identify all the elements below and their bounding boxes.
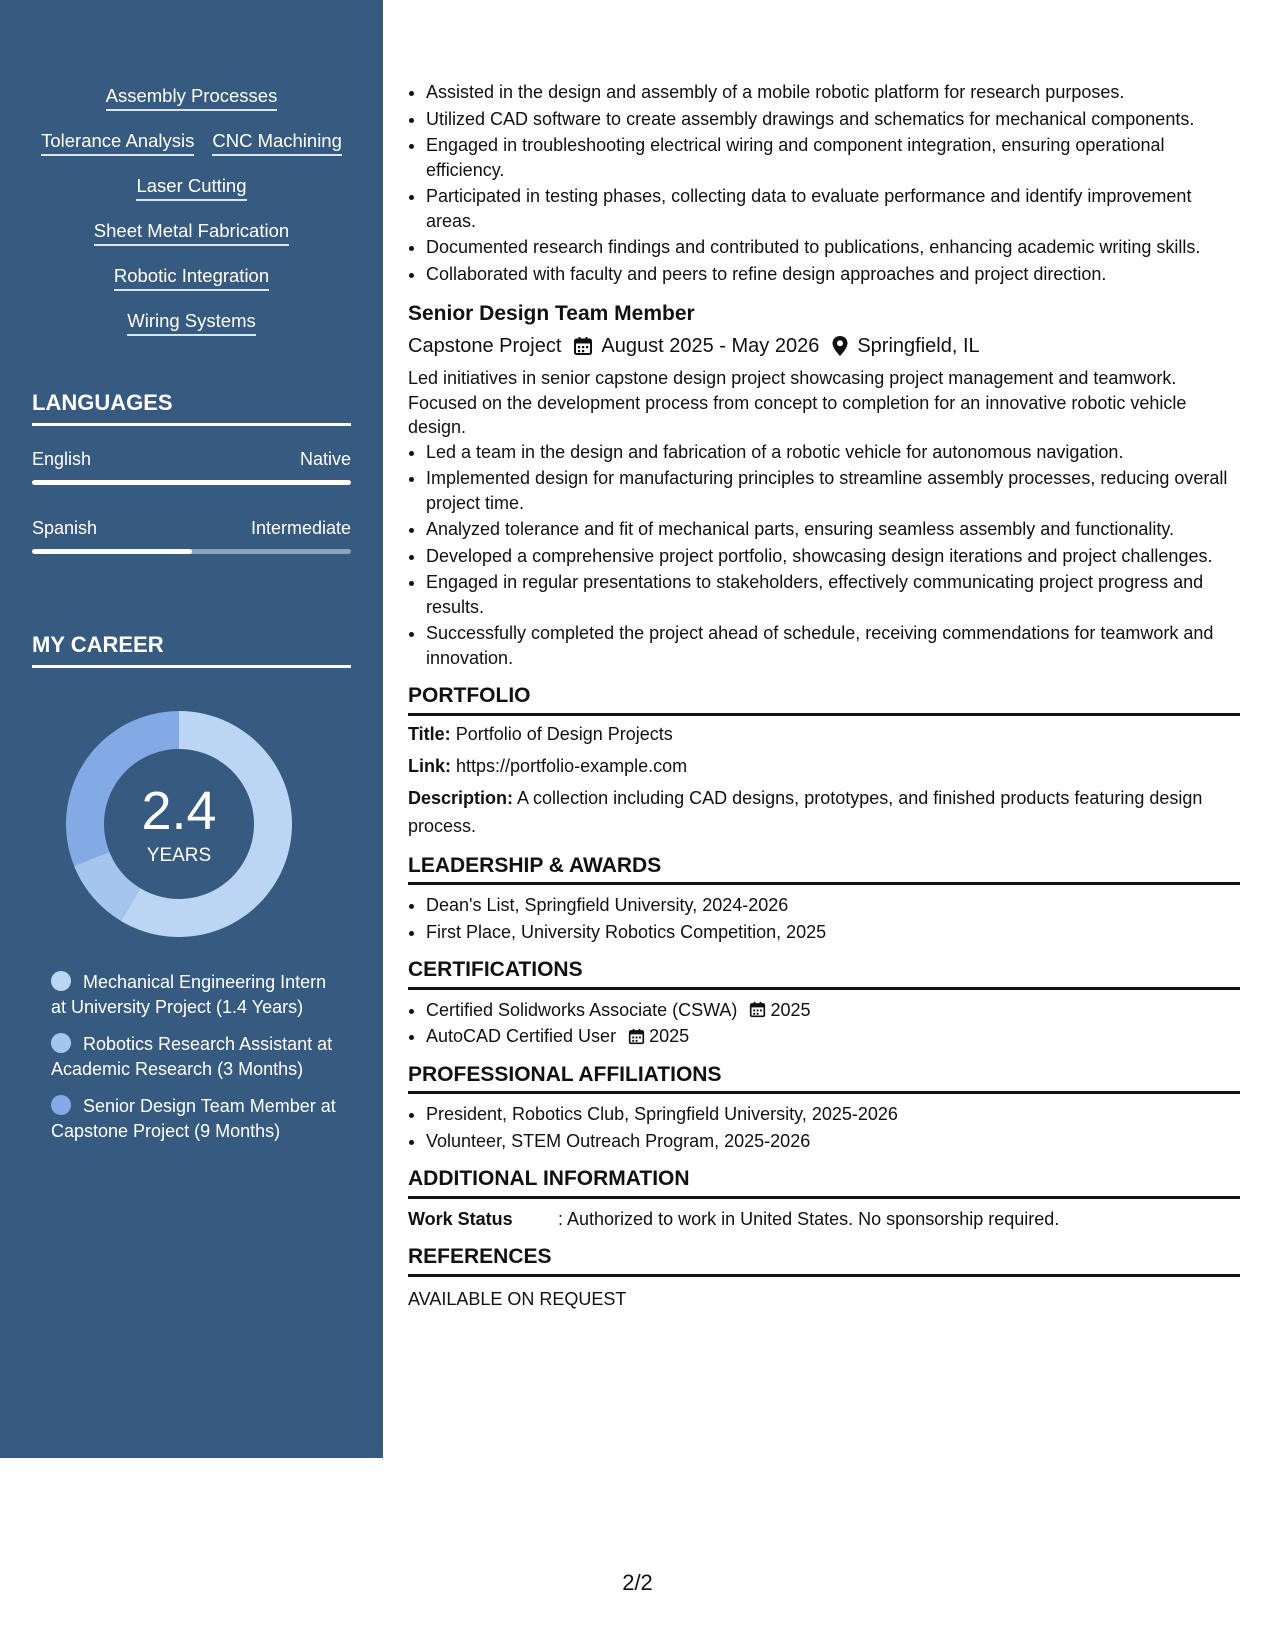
- skill-row: [0, 219, 383, 264]
- skill-tag: Assembly Processes: [106, 84, 278, 111]
- bullet-item: • Collaborated with faculty and peers to refine design approaches and project direction.: [426, 262, 1240, 287]
- skill-tag: Tolerance Analysis: [41, 129, 194, 156]
- language-name: English: [32, 449, 92, 469]
- work-status-row: [408, 1207, 1240, 1232]
- legend-dot-icon: [51, 971, 71, 991]
- skill-row: [0, 174, 383, 219]
- career-donut-chart: [66, 711, 292, 937]
- portfolio-heading: PORTFOLIO: [408, 684, 1240, 716]
- languages-heading: LANGUAGES: [32, 390, 351, 426]
- previous-job-bullets: [408, 80, 1240, 286]
- leadership-list: [408, 893, 1240, 944]
- language-english: [32, 449, 351, 485]
- skill-tag: Sheet Metal Fabrication: [94, 219, 289, 246]
- bullet-item: • Utilized CAD software to create assembly drawings and schematics for mechanical components.: [426, 107, 1240, 132]
- job-title: Senior Design Team Member: [408, 302, 695, 325]
- leadership-heading: LEADERSHIP & AWARDS: [408, 854, 1240, 886]
- job-summary: Led initiatives in senior capstone design project showcasing project management and teamwork. Focused on the development process from concept to completion for an innovative robotic vehicle design.: [408, 368, 1187, 437]
- bullet-item: • Assisted in the design and assembly of a mobile robotic platform for research purposes.: [426, 80, 1240, 105]
- portfolio-link: Link: https://portfolio-example.com: [408, 755, 688, 776]
- certification-item: • Certified Solidworks Associate (CSWA) 2025: [426, 998, 1240, 1023]
- skills-list: [0, 84, 383, 354]
- career-legend-item: [51, 1094, 341, 1143]
- portfolio-description: Description: A collection including CAD designs, prototypes, and finished products featuring design process.: [408, 787, 1203, 836]
- work-status-label: Work Status: [408, 1208, 513, 1229]
- job-location: Springfield, IL: [857, 335, 980, 357]
- skill-row: [0, 129, 383, 174]
- additional-info-heading: ADDITIONAL INFORMATION: [408, 1167, 1240, 1199]
- bullet-item: • Participated in testing phases, collecting data to evaluate performance and identify improvement areas.: [426, 184, 1240, 233]
- skill-row: [0, 264, 383, 309]
- references-text: AVAILABLE ON REQUEST: [408, 1288, 627, 1309]
- bullet-item: • Documented research findings and contributed to publications, enhancing academic writing skills.: [426, 235, 1240, 260]
- page-number: 2/2: [622, 1570, 653, 1595]
- career-legend-text: Senior Design Team Member at Capstone Project (9 Months): [51, 1096, 336, 1141]
- job-dates: August 2025 - May 2026: [601, 335, 820, 357]
- bullet-item: • Led a team in the design and fabrication of a robotic vehicle for autonomous navigation.: [426, 440, 1240, 465]
- calendar-icon: [628, 1028, 645, 1045]
- language-level: Native: [299, 449, 351, 469]
- calendar-icon: [573, 336, 593, 356]
- skill-tag: CNC Machining: [212, 129, 342, 156]
- legend-dot-icon: [51, 1033, 71, 1053]
- affiliations-list: [408, 1102, 1240, 1153]
- career-legend: [51, 970, 341, 1156]
- language-bar: [32, 549, 351, 554]
- certifications-heading: CERTIFICATIONS: [408, 958, 1240, 990]
- bullet-item: • President, Robotics Club, Springfield University, 2025-2026: [426, 1102, 1240, 1127]
- career-legend-item: [51, 970, 341, 1019]
- bullet-item: • Analyzed tolerance and fit of mechanical parts, ensuring seamless assembly and functionality.: [426, 517, 1240, 542]
- job-meta: [408, 332, 1240, 360]
- work-status-value: : Authorized to work in United States. No sponsorship required.: [558, 1208, 1060, 1229]
- job-organization: Capstone Project: [408, 335, 562, 357]
- bullet-item: • Implemented design for manufacturing principles to streamline assembly processes, reducing overall project time.: [426, 466, 1240, 515]
- affiliations-heading: PROFESSIONAL AFFILIATIONS: [408, 1063, 1240, 1095]
- map-pin-icon: [831, 335, 849, 357]
- career-legend-item: [51, 1032, 341, 1081]
- bullet-item: • Developed a comprehensive project portfolio, showcasing design iterations and project challenges.: [426, 544, 1240, 569]
- certifications-list: [408, 998, 1240, 1049]
- bullet-item: • Dean's List, Springfield University, 2024-2026: [426, 893, 1240, 918]
- career-legend-text: Robotics Research Assistant at Academic Research (3 Months): [51, 1034, 333, 1079]
- language-name: Spanish: [32, 518, 98, 538]
- language-spanish: [32, 518, 351, 554]
- bullet-item: • Volunteer, STEM Outreach Program, 2025-2026: [426, 1129, 1240, 1154]
- certification-item: • AutoCAD Certified User 2025: [426, 1024, 1240, 1049]
- portfolio-link-url[interactable]: https://portfolio-example.com: [456, 755, 688, 776]
- language-bar-fill: [32, 549, 192, 554]
- career-legend-text: Mechanical Engineering Intern at University Project (1.4 Years): [51, 972, 327, 1017]
- references-heading: REFERENCES: [408, 1245, 1240, 1277]
- calendar-icon: [749, 1001, 766, 1018]
- skill-row: [0, 309, 383, 354]
- job-bullets: [408, 440, 1240, 671]
- legend-dot-icon: [51, 1095, 71, 1115]
- main-content: [408, 80, 1240, 1311]
- bullet-item: • Successfully completed the project ahead of schedule, receiving commendations for teamwork and innovation.: [426, 621, 1240, 670]
- skill-tag: Wiring Systems: [127, 309, 256, 336]
- sidebar: [0, 0, 383, 1458]
- career-heading: MY CAREER: [32, 632, 351, 668]
- skill-tag: Robotic Integration: [114, 264, 269, 291]
- bullet-item: • Engaged in regular presentations to stakeholders, effectively communicating project progress and results.: [426, 570, 1240, 619]
- language-level: Intermediate: [250, 518, 351, 538]
- bullet-item: • First Place, University Robotics Competition, 2025: [426, 920, 1240, 945]
- language-bar: [32, 480, 351, 485]
- skill-tag: Laser Cutting: [136, 174, 246, 201]
- portfolio-title: Title: Portfolio of Design Projects: [408, 723, 673, 744]
- career-total-value: 2.4: [141, 781, 217, 841]
- career-total-unit: YEARS: [146, 845, 212, 866]
- language-bar-fill: [32, 480, 351, 485]
- skill-row: [0, 84, 383, 129]
- bullet-item: • Engaged in troubleshooting electrical wiring and component integration, ensuring operational efficiency.: [426, 133, 1240, 182]
